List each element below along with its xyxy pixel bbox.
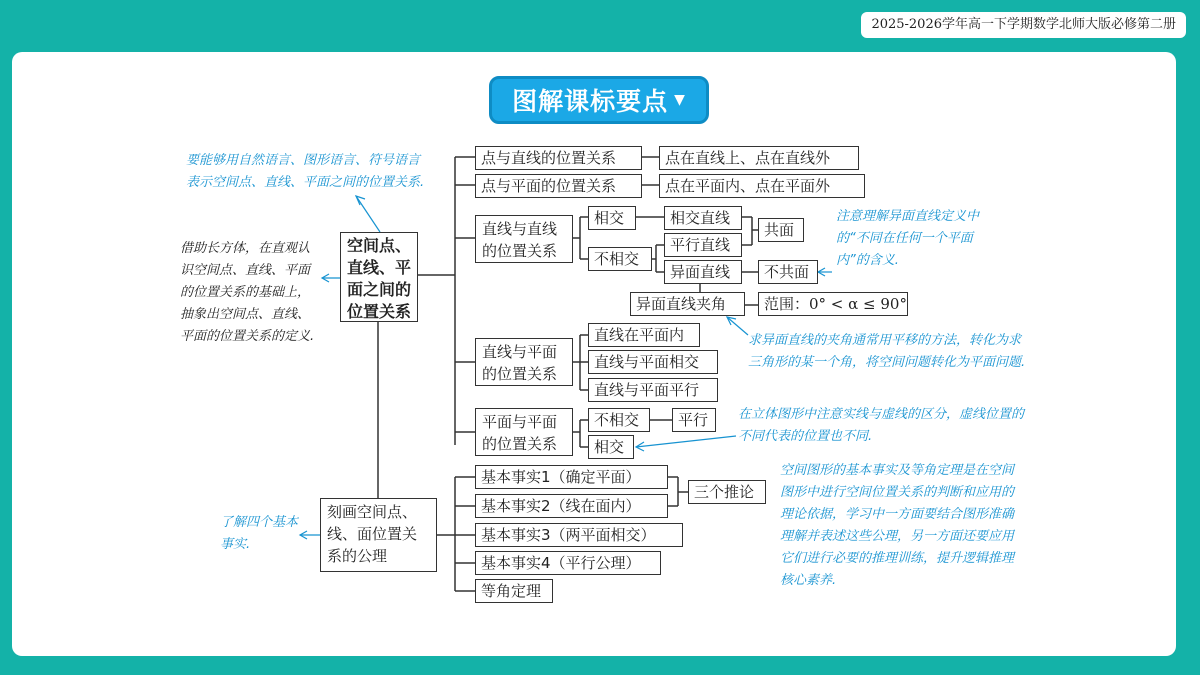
node-line-plane: 直线与平面的位置关系: [475, 338, 573, 386]
node-axiom-1: 基本事实1（确定平面）: [475, 465, 668, 489]
note-solid-lines: 在立体图形中注意实线与虚线的区分，虚线位置的不同代表的位置也不同.: [738, 407, 1025, 444]
node-line-plane-item-1: 直线在平面内: [588, 323, 700, 347]
note-top-left: 要能够用自然语言、图形语言、符号语言表示空间点、直线、平面之间的位置关系.: [186, 153, 425, 190]
node-ll-intersect: 相交: [588, 206, 636, 230]
node-line-plane-item-3: 直线与平面平行: [588, 378, 718, 402]
node-plane-plane: 平面与平面的位置关系: [475, 408, 573, 456]
node-axiom-5: 等角定理: [475, 579, 553, 603]
root-node: 空间点、直线、平面之间的位置关系: [340, 232, 418, 322]
section-title-label: 图解课标要点: [512, 87, 669, 116]
node-point-line-result: 点在直线上、点在直线外: [659, 146, 859, 170]
node-skew-lines: 异面直线: [664, 260, 742, 284]
caret-down-icon: ▼: [674, 92, 686, 108]
node-point-line: 点与直线的位置关系: [475, 146, 642, 170]
note-bottom-left: 了解四个基本事实.: [220, 515, 299, 552]
node-axiom-4: 基本事实4（平行公理）: [475, 551, 661, 575]
node-ll-not-intersect: 不相交: [588, 247, 652, 271]
node-pp-not-intersect: 不相交: [588, 408, 650, 432]
note-axioms: 空间图形的基本事实及等角定理是在空间图形中进行空间位置关系的判断和应用的理论依据，学习中一方面要结合图形准确理解并表述这些公理，另一方面还要应用它们进行必要的推理训练，提升逻辑推理核心素养.: [780, 463, 1015, 588]
node-parallel-lines: 平行直线: [664, 233, 742, 257]
node-pp-intersect: 相交: [588, 435, 634, 459]
note-skew-definition: 注意理解异面直线定义中的“不同在任何一个平面内”的含义.: [836, 209, 980, 268]
node-point-plane: 点与平面的位置关系: [475, 174, 642, 198]
node-not-coplanar: 不共面: [758, 260, 818, 284]
node-axiom-3: 基本事实3（两平面相交）: [475, 523, 683, 547]
node-angle-range: 范围：0° < α ≤ 90°: [758, 292, 908, 316]
node-corollaries: 三个推论: [688, 480, 766, 504]
node-pp-parallel: 平行: [672, 408, 716, 432]
node-intersecting-lines: 相交直线: [664, 206, 742, 230]
node-line-line: 直线与直线的位置关系: [475, 215, 573, 263]
node-axiom-2: 基本事实2（线在面内）: [475, 494, 668, 518]
node-skew-angle: 异面直线夹角: [630, 292, 745, 316]
node-line-plane-item-2: 直线与平面相交: [588, 350, 718, 374]
node-coplanar: 共面: [758, 218, 804, 242]
book-tag: 2025-2026学年高一下学期数学北师大版必修第二册: [861, 12, 1186, 38]
note-angle-method: 求异面直线的夹角通常用平移的方法，转化为求三角形的某一个角，将空间问题转化为平面问题.: [748, 333, 1026, 370]
node-axioms-root: 刻画空间点、线、面位置关系的公理: [320, 498, 437, 572]
note-left: 借助长方体，在直观认识空间点、直线、平面的位置关系的基础上，抽象出空间点、直线、平面的位置关系的定义.: [180, 241, 315, 344]
node-point-plane-result: 点在平面内、点在平面外: [659, 174, 865, 198]
